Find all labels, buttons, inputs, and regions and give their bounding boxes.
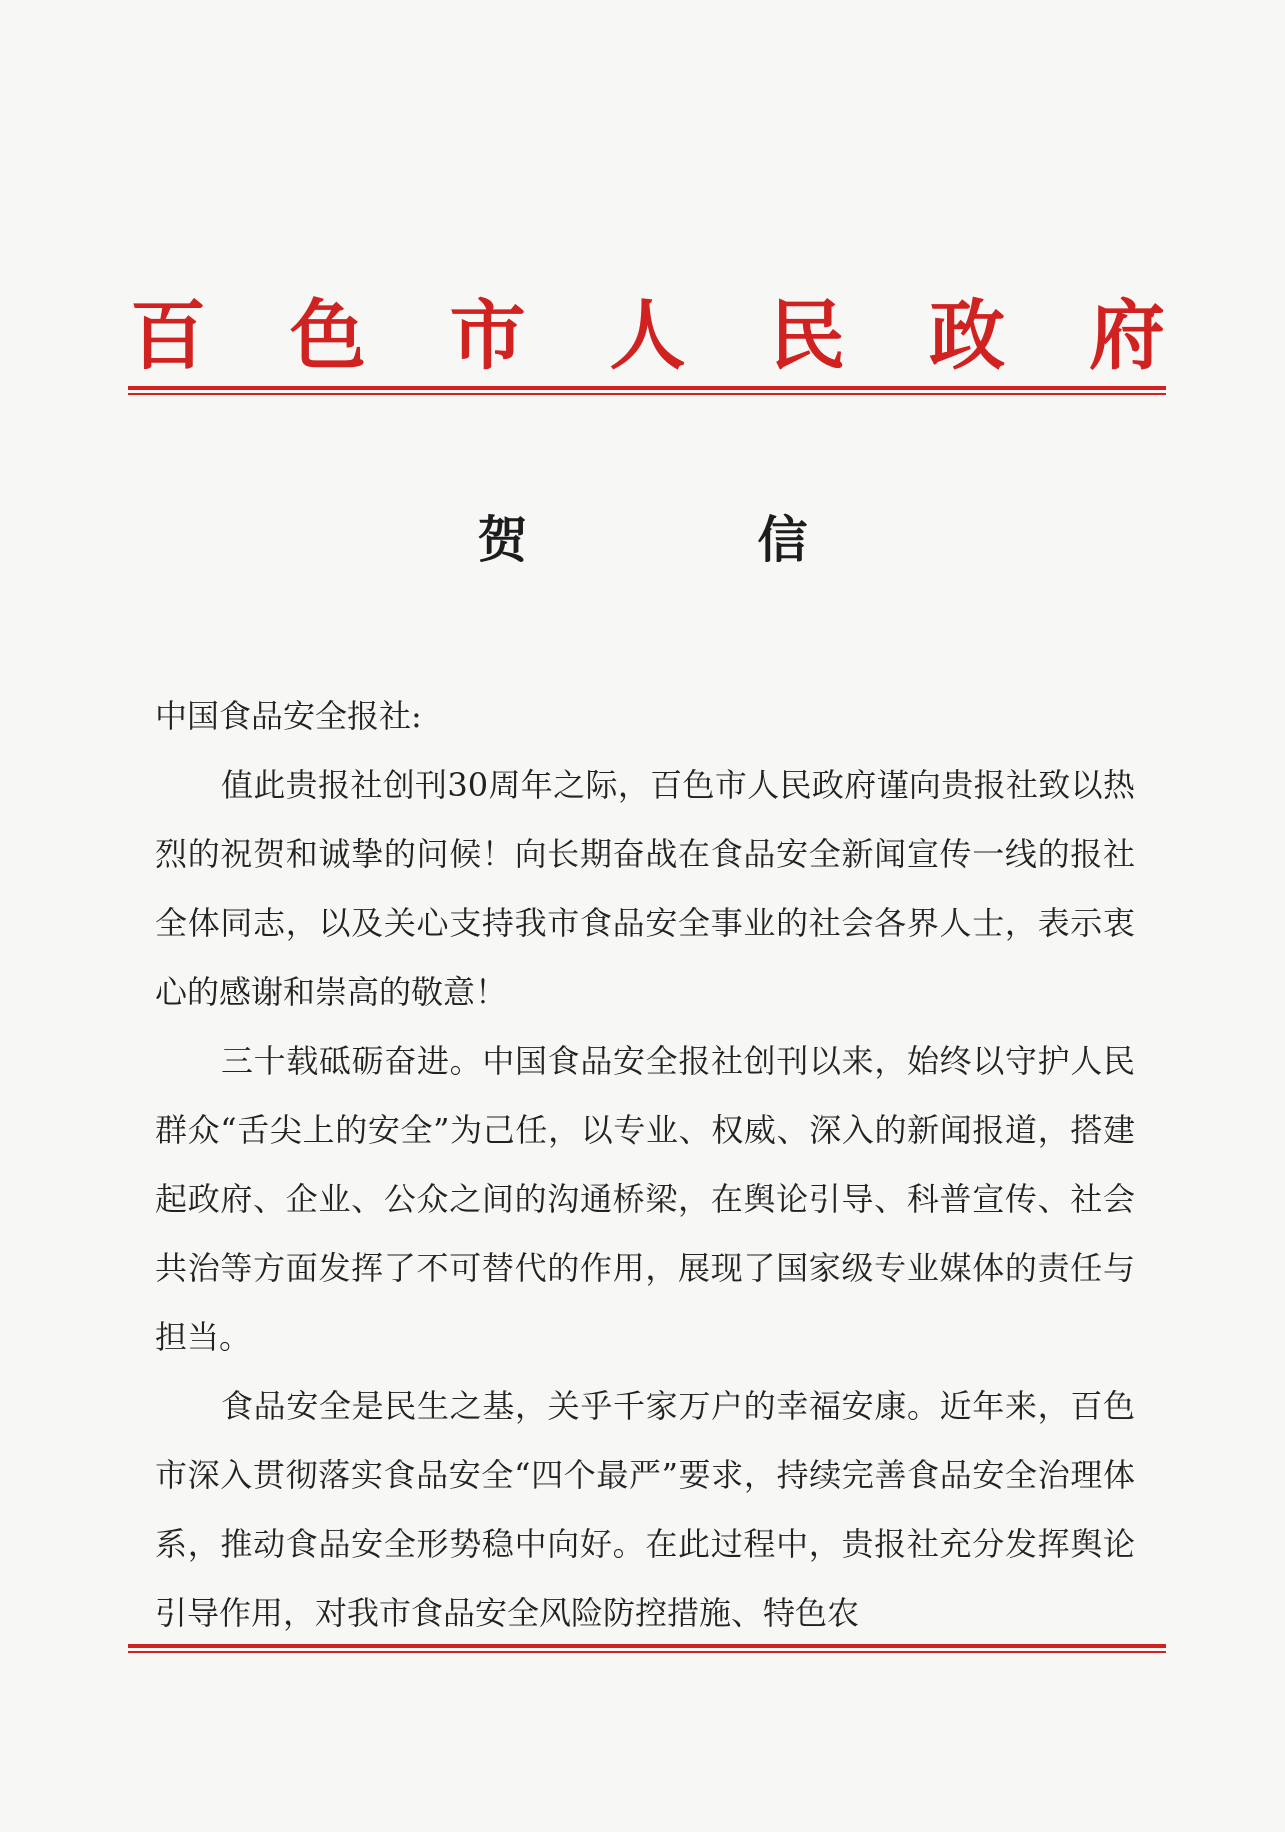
letterhead-char: 政: [929, 291, 1006, 380]
document-title: 贺 信: [477, 510, 898, 569]
footer-divider: [128, 1644, 1166, 1653]
letterhead-char: 市: [449, 291, 526, 380]
letterhead-divider: [128, 386, 1166, 395]
divider-thin-line: [128, 1651, 1166, 1653]
salutation: 中国食品安全报社:: [155, 697, 422, 735]
letterhead-char: 民: [769, 291, 846, 380]
paragraph: 食品安全是民生之基，关乎千家万户的幸福安康。近年来，百色市深入贯彻落实食品安全“四个最严”要求，持续完善食品安全治理体系，推动食品安全形势稳中向好。在此过程中，贵报社充分发挥舆论引导作用，对我市食品安全风险防控措施、特色农: [155, 1387, 1135, 1632]
paragraph: 三十载砥砺奋进。中国食品安全报社创刊以来，始终以守护人民群众“舌尖上的安全”为己任，以专业、权威、深入的新闻报道，搭建起政府、企业、公众之间的沟通桥梁，在舆论引导、科普宣传、社会共治等方面发挥了不可替代的作用，展现了国家级专业媒体的责任与担当。: [155, 1042, 1135, 1356]
paragraph: 值此贵报社创刊30周年之际，百色市人民政府谨向贵报社致以热烈的祝贺和诚挚的问候！向长期奋战在食品安全新闻宣传一线的报社全体同志，以及关心支持我市食品安全事业的社会各界人士，表示衷心的感谢和崇高的敬意！: [155, 766, 1135, 1011]
letterhead-char: 人: [609, 291, 686, 380]
letterhead-char: 百: [130, 291, 206, 380]
letterhead-title: [130, 291, 1165, 380]
letterhead-char: 色: [289, 291, 366, 380]
letter-body: [155, 682, 1135, 1648]
divider-thin-line: [128, 393, 1166, 395]
letterhead-char: 府: [1088, 291, 1165, 380]
